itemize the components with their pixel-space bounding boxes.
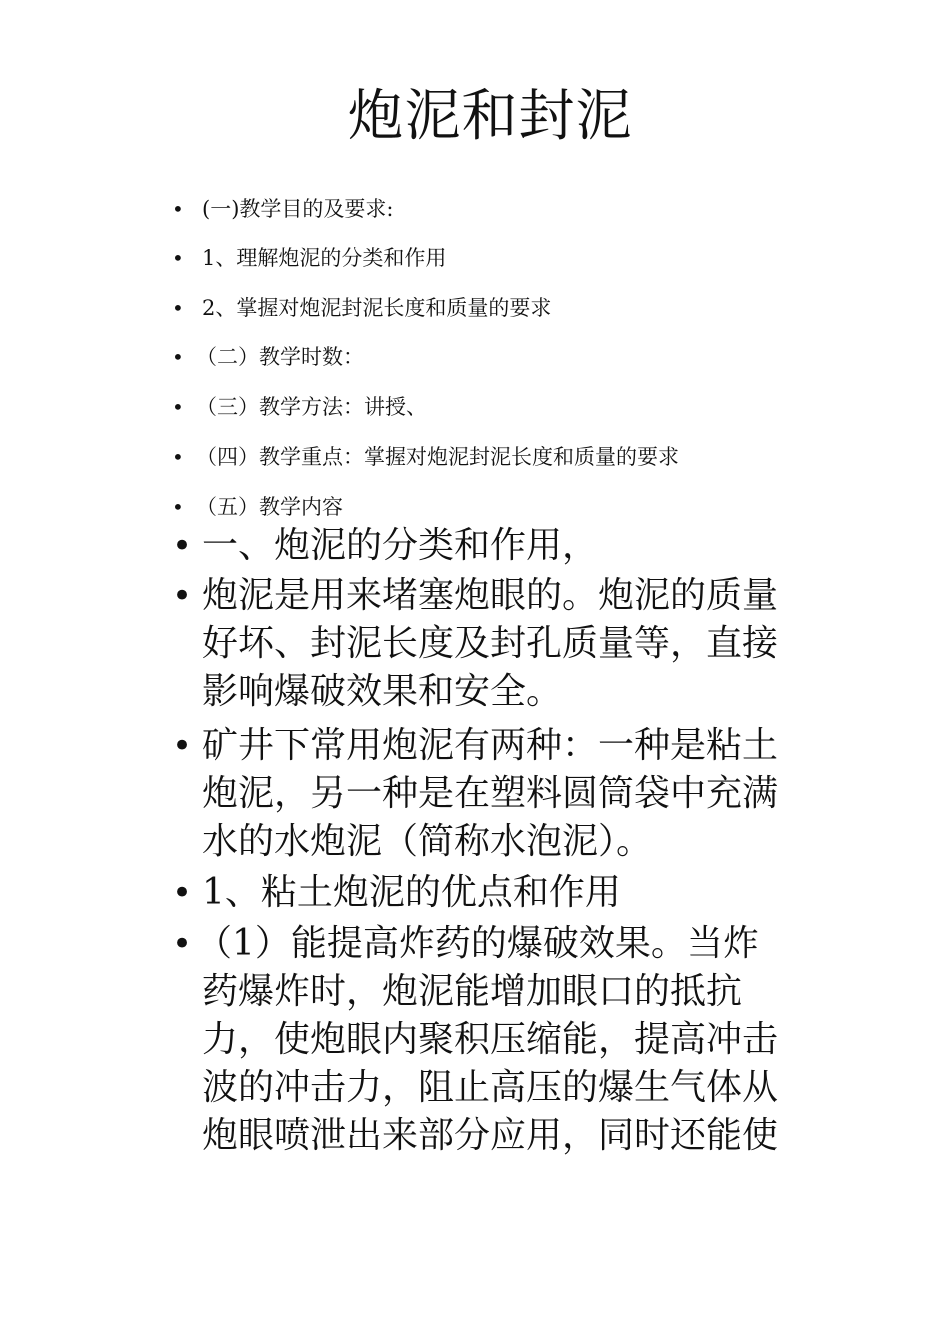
content-paragraph [202, 522, 812, 570]
bullet-icon: • [172, 873, 193, 913]
bullet-icon: • [172, 526, 193, 566]
objective-text: （二）教学时数： [196, 345, 364, 369]
bullet-icon: • [172, 345, 184, 369]
paragraph-line: 1、粘土炮泥的优点和作用 [202, 872, 621, 913]
objective-text: (一)教学目的及要求: [202, 197, 394, 221]
objective-text: 2、掌握对炮泥封泥长度和质量的要求 [202, 296, 552, 320]
paragraph-line: 炮泥，另一种是在塑料圆筒袋中充满 [202, 773, 779, 814]
content-paragraph [202, 572, 812, 716]
bullet-icon: • [172, 924, 193, 964]
paragraph-line: 炮泥是用来堵塞炮眼的。炮泥的质量 [202, 575, 779, 616]
paragraph-line: 好坏、封泥长度及封孔质量等，直接 [202, 623, 779, 664]
bullet-icon: • [172, 495, 184, 519]
document-title: 炮泥和封泥 [347, 84, 633, 149]
bullet-icon: • [172, 576, 193, 616]
bullet-icon: • [172, 197, 184, 221]
paragraph-line: 药爆炸时，炮泥能增加眼口的抵抗 [202, 971, 743, 1012]
paragraph-line: 一、炮泥的分类和作用， [202, 525, 599, 566]
objective-text: （四）教学重点：掌握对炮泥封泥长度和质量的要求 [196, 445, 679, 469]
objective-text: （五）教学内容 [196, 495, 343, 519]
paragraph-line: 矿井下常用炮泥有两种：一种是粘土 [202, 725, 779, 766]
objective-text: 1、理解炮泥的分类和作用 [202, 246, 447, 270]
paragraph-line: 影响爆破效果和安全。 [202, 671, 563, 712]
content-paragraph [202, 869, 812, 917]
content-paragraph [196, 920, 806, 1160]
paragraph-line: 力，使炮眼内聚积压缩能，提高冲击 [202, 1019, 779, 1060]
bullet-icon: • [172, 726, 193, 766]
paragraph-line: 水的水炮泥（简称水泡泥）。 [202, 821, 653, 862]
bullet-icon: • [172, 246, 184, 270]
content-paragraph [202, 722, 812, 866]
paragraph-line: （1）能提高炸药的爆破效果。当炸 [196, 923, 759, 964]
bullet-icon: • [172, 395, 184, 419]
bullet-icon: • [172, 445, 184, 469]
bullet-icon: • [172, 296, 184, 320]
paragraph-line: 波的冲击力，阻止高压的爆生气体从 [202, 1067, 779, 1108]
paragraph-line: 炮眼喷泄出来部分应用，同时还能使 [202, 1115, 779, 1156]
objective-text: （三）教学方法：讲授、 [196, 395, 427, 419]
